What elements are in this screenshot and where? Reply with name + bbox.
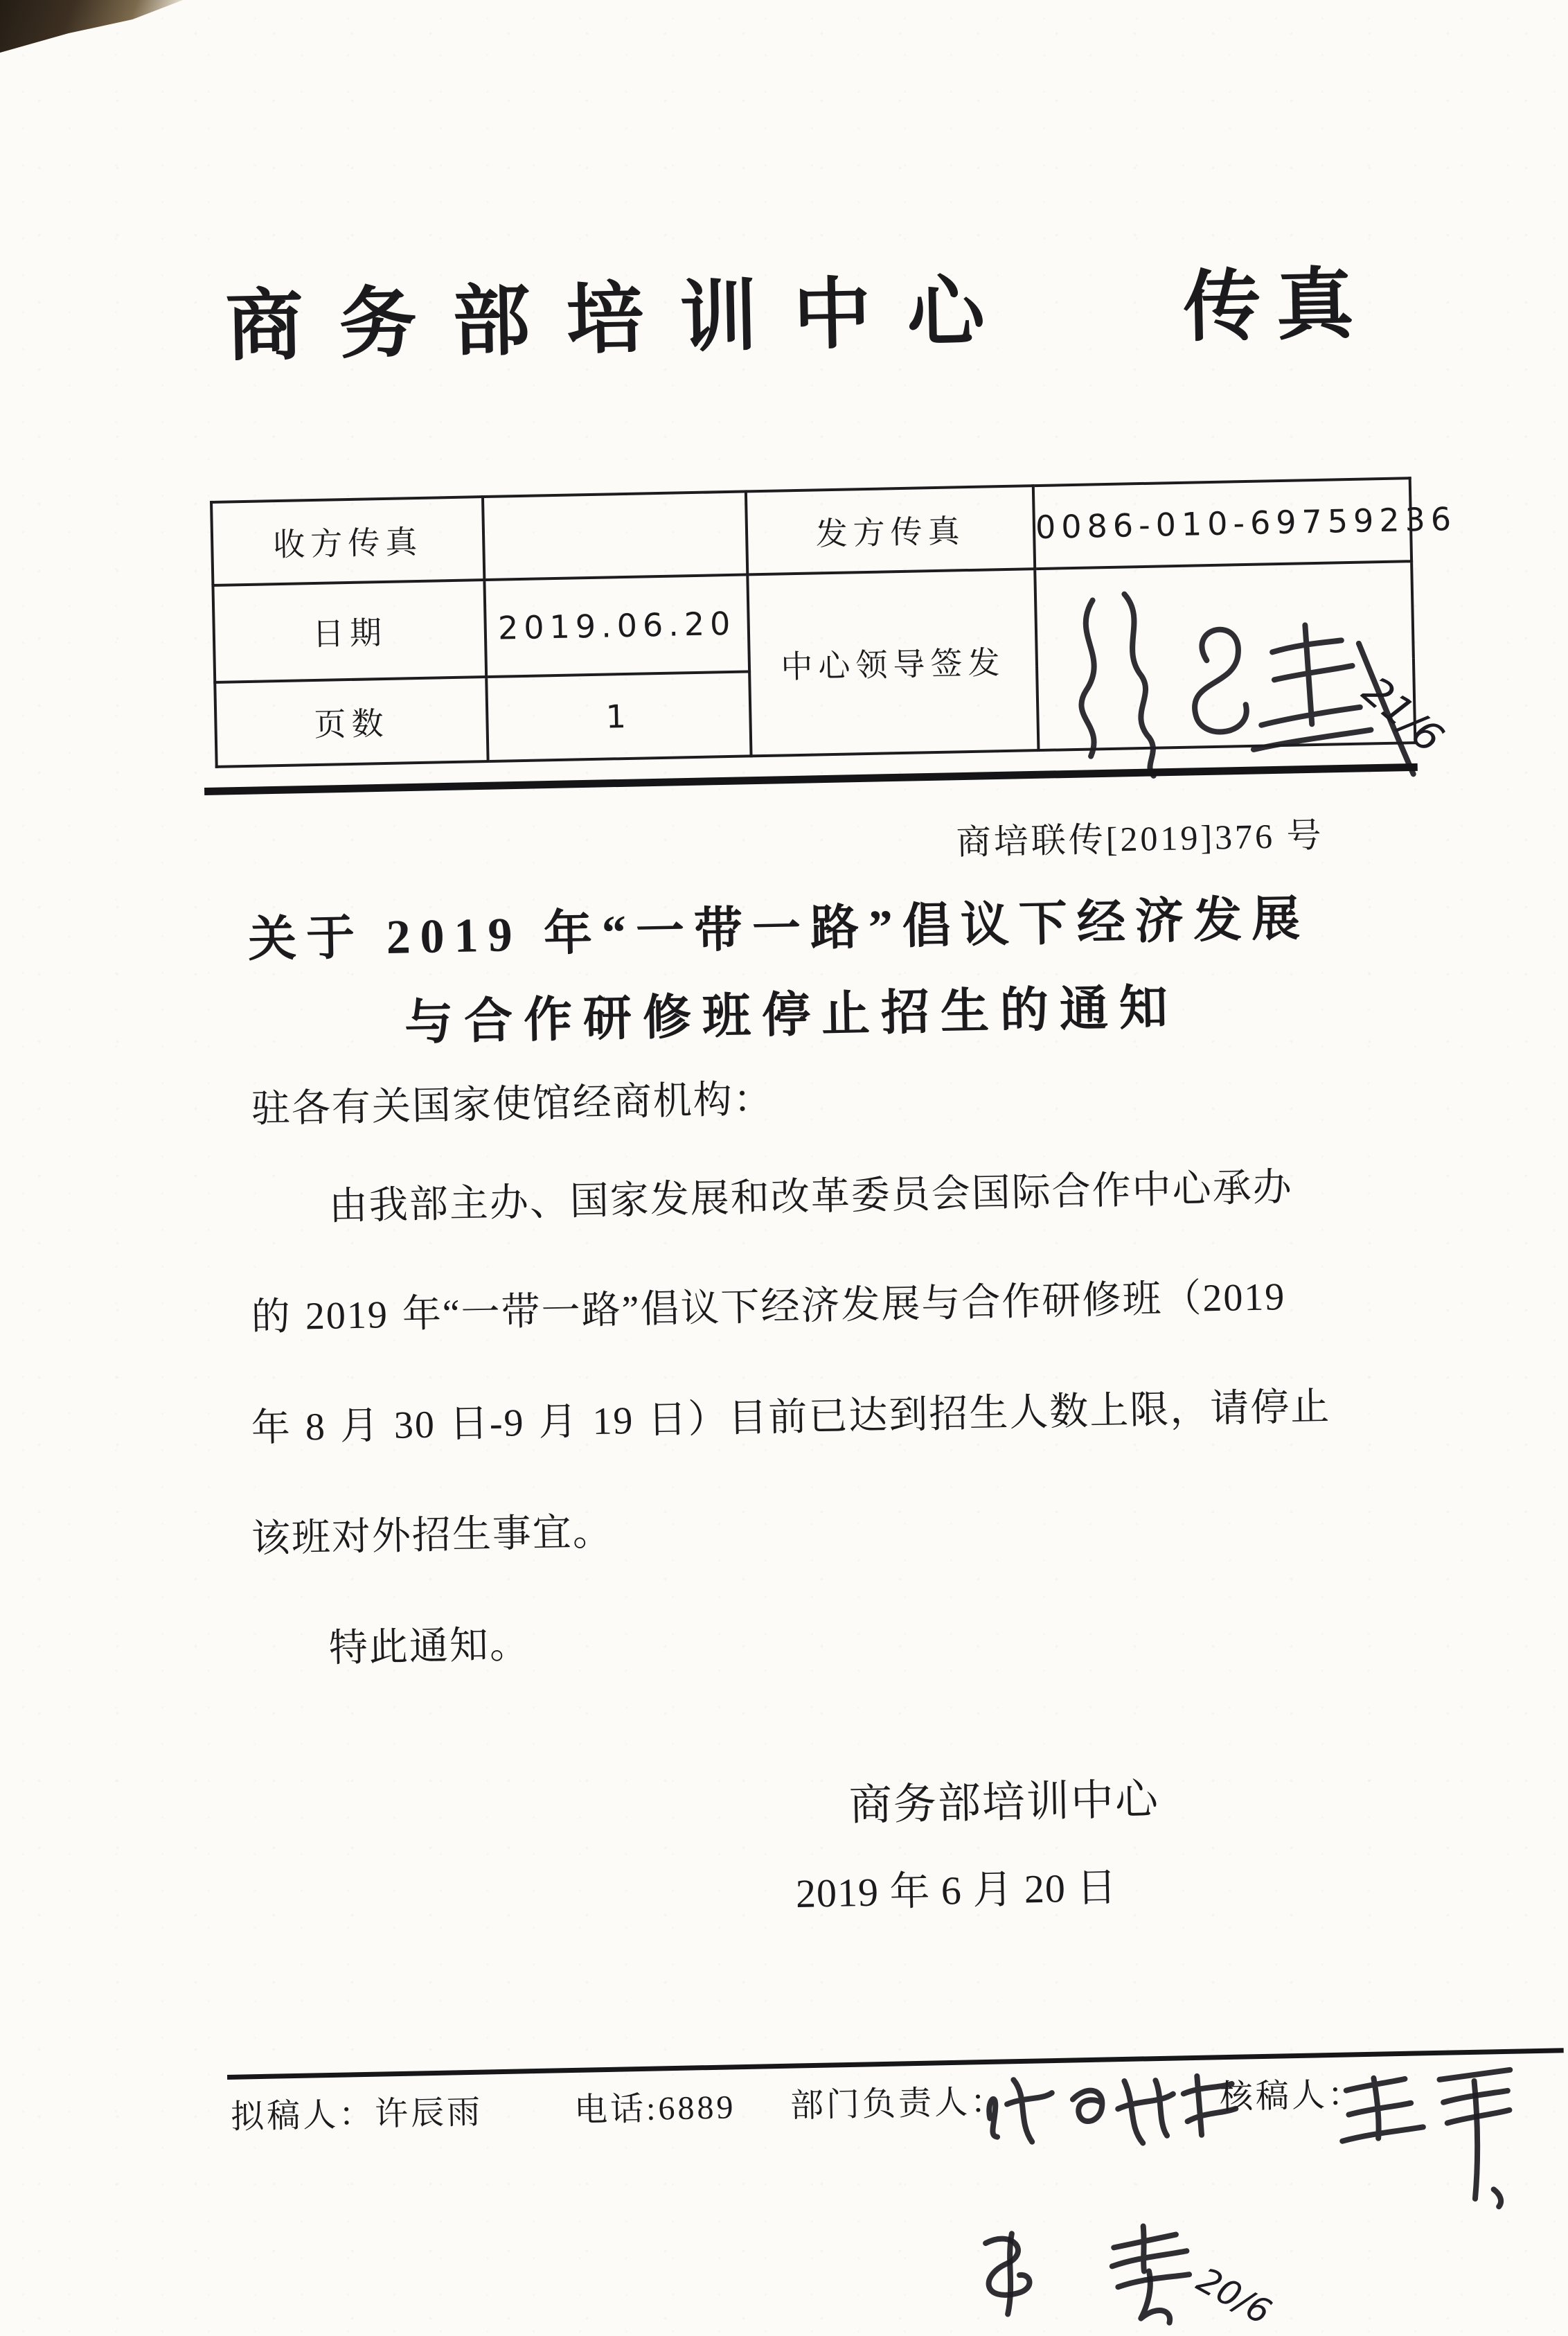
reviewer-signature (1335, 2069, 1568, 2219)
signature-stroke (1006, 2079, 1053, 2142)
notice-salutation: 驻各有关国家使馆经商机构： (251, 1077, 774, 1131)
fax-header-org: 商务部培训中心 (224, 268, 1022, 371)
notice-body-line: 由我部主办、国家发展和改革委员会国际合作中心承办 (328, 1166, 1294, 1228)
notice-title-line1: 关于 2019 年“一带一路”倡议下经济发展 (247, 892, 1310, 967)
signature-stroke (1259, 624, 1360, 725)
fax-header-title (224, 242, 1370, 376)
notice-body-line: 年 8 月 30 日-9 月 19 日）目前已达到招生人数上限，请停止 (251, 1385, 1331, 1450)
signature-date: 2019 年 6 月 20 日 (795, 1864, 1119, 1916)
date-label: 日期 (213, 580, 486, 682)
doc-number: 商培联传[2019]376 号 (956, 815, 1325, 862)
signature-stroke (989, 2099, 997, 2137)
reviewer-label: 核稿人： (1219, 2076, 1364, 2116)
recipient-fax-label: 收方传真 (211, 497, 484, 585)
notice-body-line: 该班对外招生事宜。 (251, 1510, 614, 1561)
signature-stroke (1253, 730, 1371, 750)
signature-stroke (1117, 2080, 1174, 2144)
leader-sign-date-note: 21/6 (1353, 666, 1453, 762)
leader-sign-label: 中心领导签发 (747, 569, 1038, 756)
pages-label: 页数 (215, 677, 488, 767)
dept-head-label: 部门负责人： (790, 2083, 1007, 2125)
signature-stroke (1494, 2189, 1502, 2206)
pages-value: 1 (486, 671, 751, 761)
recipient-fax-value (483, 491, 747, 580)
notice-closing: 特此通知。 (328, 1623, 531, 1670)
signature-stroke (1006, 2233, 1013, 2314)
sender-fax-value: 0086-010-69759236 (1033, 478, 1411, 569)
signature-stroke (1341, 2077, 1423, 2141)
signature-stroke (1473, 2081, 1479, 2199)
sender-fax-label: 发方传真 (746, 486, 1035, 574)
signature-stroke (1073, 2090, 1103, 2121)
phone-label: 电话:6889 (573, 2089, 736, 2129)
footer-handwritten-date-note: 20/6 (1190, 2259, 1278, 2333)
footer (227, 2048, 1568, 2336)
date-value: 2019.06.20 (484, 574, 749, 677)
signature-org: 商务部培训中心 (848, 1776, 1160, 1830)
notice-title-line2: 与合作研修班停止招生的通知 (404, 981, 1179, 1050)
signature-stroke (1183, 2076, 1236, 2135)
signature-stroke (1124, 594, 1153, 777)
dept-head-signature (975, 2054, 1254, 2157)
signature-stroke (1193, 629, 1247, 732)
signature-stroke (1079, 601, 1096, 756)
drafter-label: 拟稿人：许辰雨 (230, 2094, 483, 2136)
footer-extra-handwriting (958, 2219, 1348, 2336)
fax-header-fax-word: 传真 (1182, 261, 1370, 352)
scan-corner-artifact (0, 0, 229, 55)
notice-body-line: 的 2019 年“一带一路”倡议下经济发展与合作研修班（2019 (251, 1275, 1286, 1339)
